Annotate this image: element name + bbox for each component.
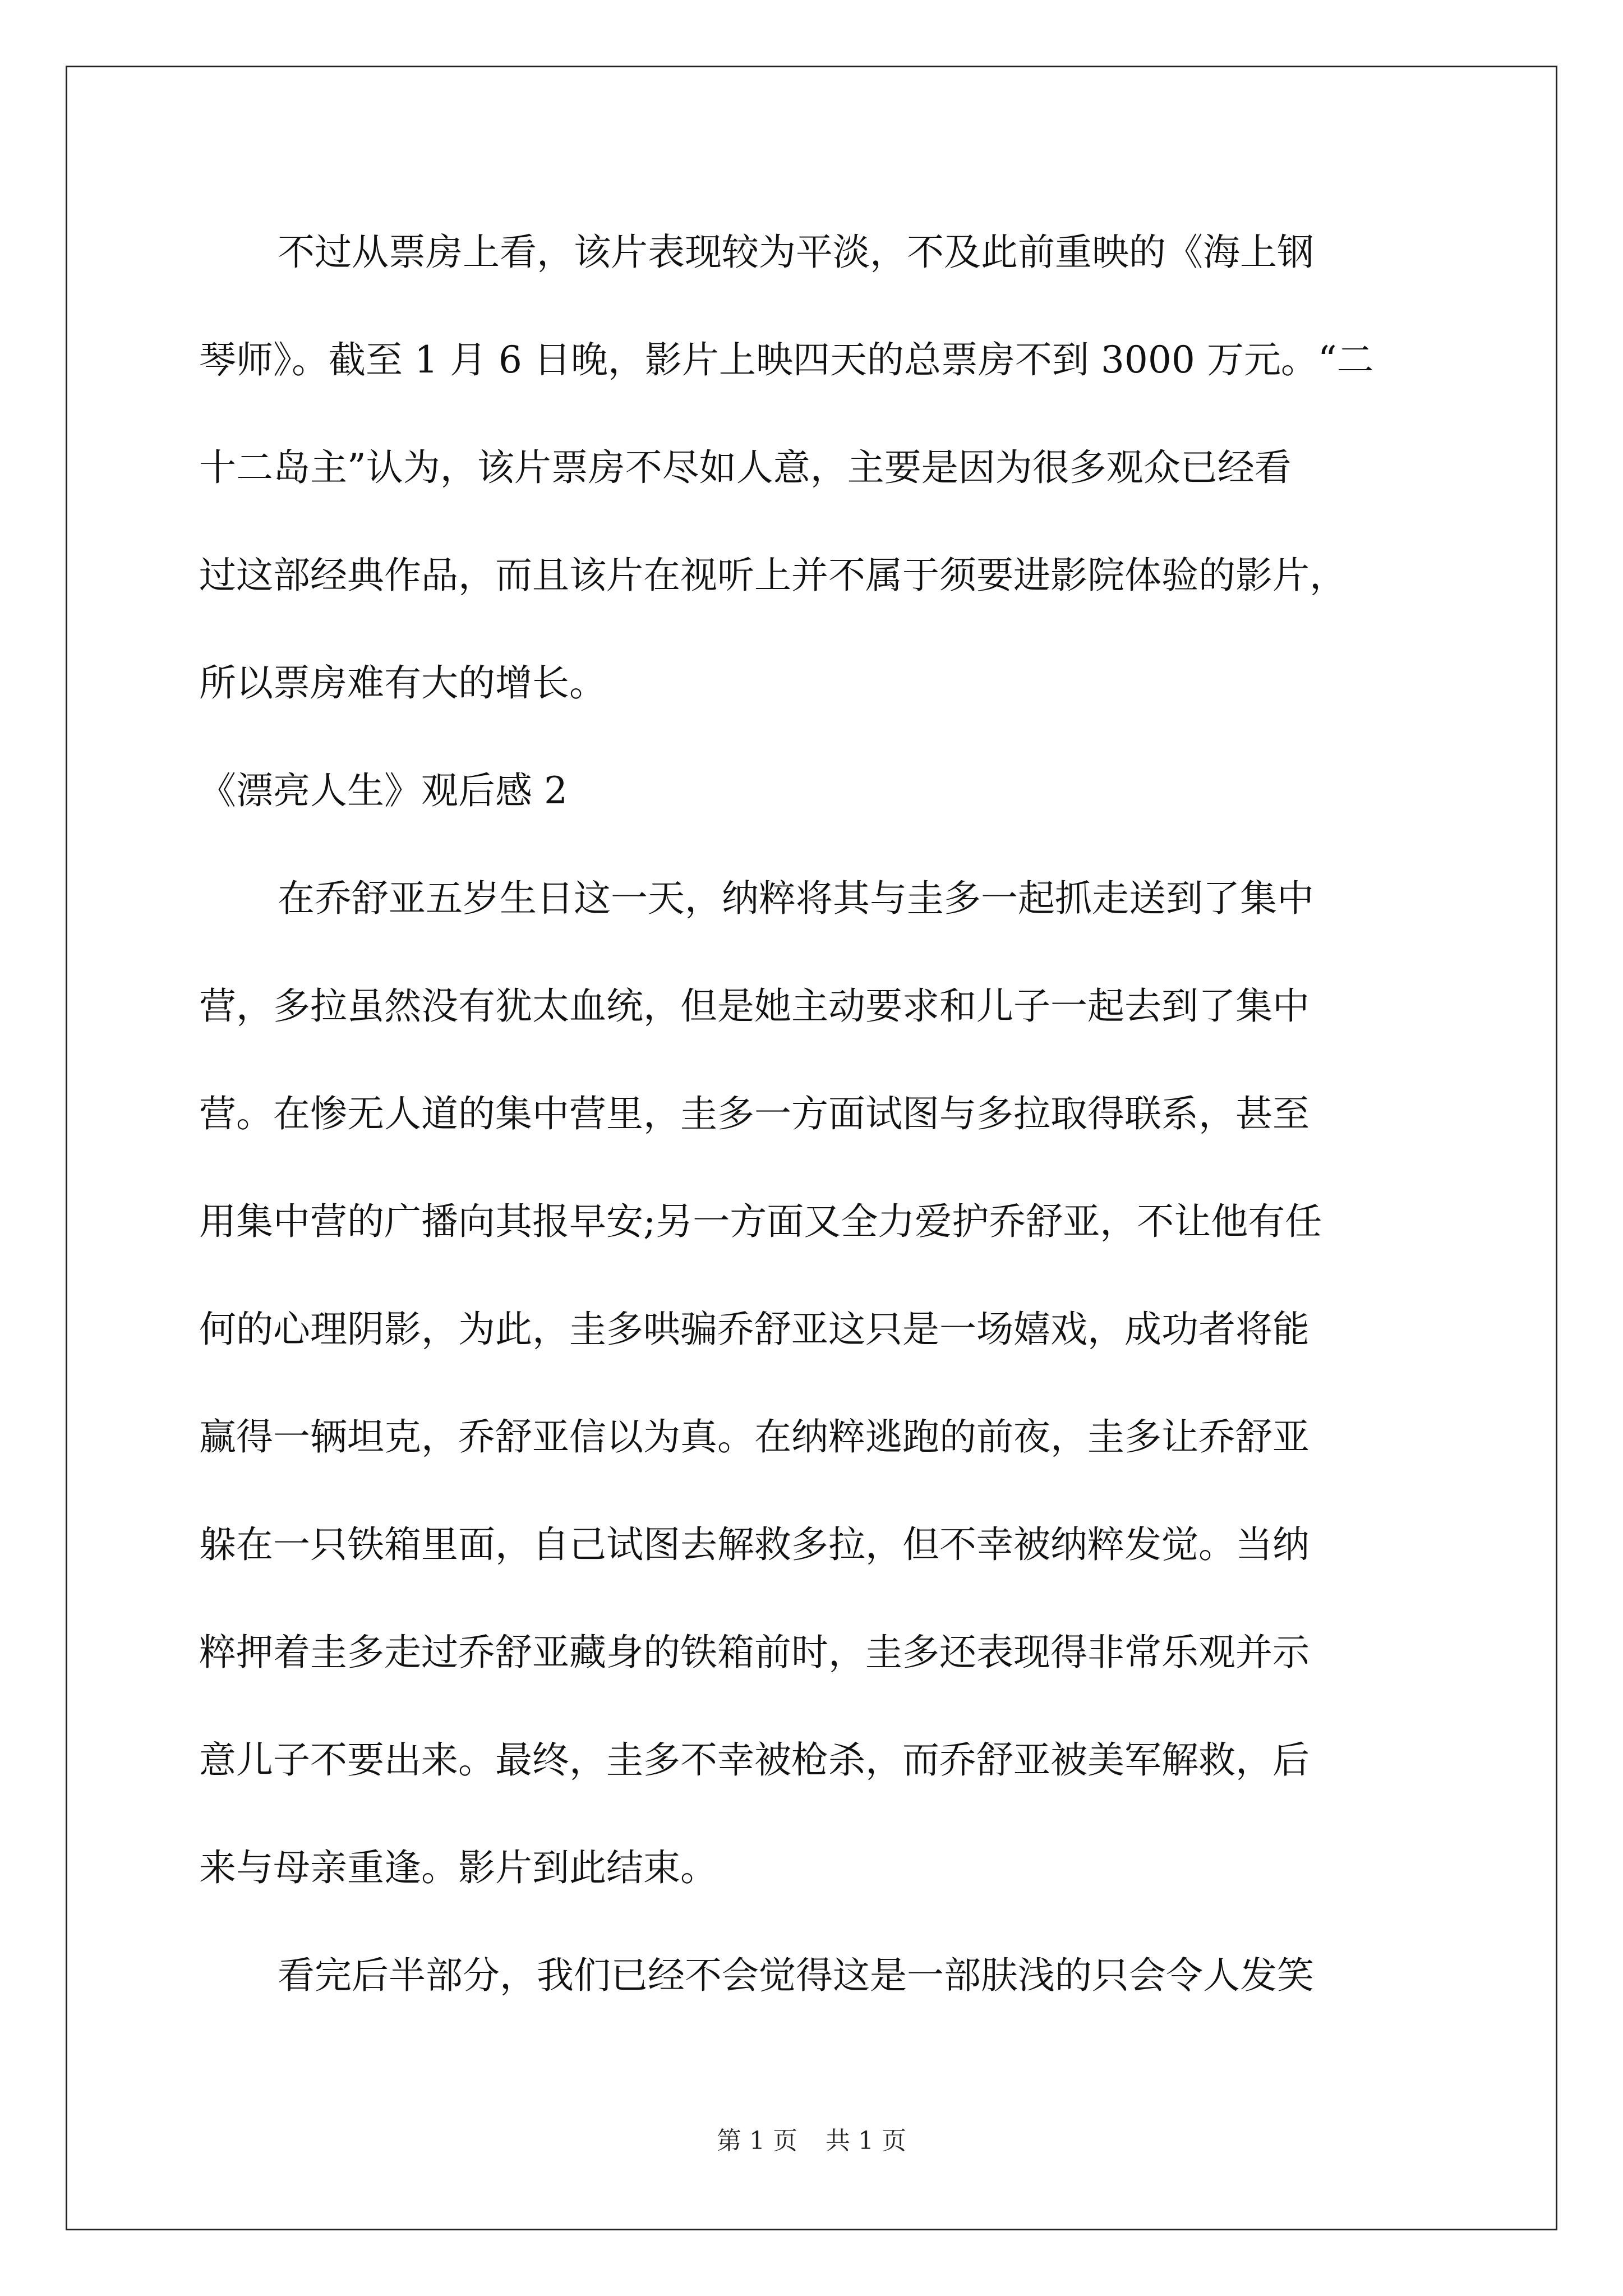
paragraph-line: 看完后半部分，我们已经不会觉得这是一部肤浅的只会令人发笑 <box>278 1954 1314 1997</box>
paragraph-line: 所以票房难有大的增长。 <box>199 661 606 705</box>
paragraph-line: 琴师》。截至 1 月 6 日晚，影片上映四天的总票房不到 3000 万元。“二 <box>199 338 1374 381</box>
page-total: 共 1 页 <box>826 2127 906 2155</box>
paragraph-line: 赢得一辆坦克，乔舒亚信以为真。在纳粹逃跑的前夜，圭多让乔舒亚 <box>199 1415 1310 1458</box>
document-body <box>199 210 1433 2041</box>
paragraph-line: 过这部经典作品，而且该片在视听上并不属于须要进影院体验的影片， <box>199 554 1347 597</box>
paragraph-line: 用集中营的广播向其报早安;另一方面又全力爱护乔舒亚，不让他有任 <box>199 1200 1322 1243</box>
paragraph-line: 何的心理阴影，为此，圭多哄骗乔舒亚这只是一场嬉戏，成功者将能 <box>199 1308 1310 1351</box>
page-footer <box>0 2120 1623 2156</box>
paragraph-line: 在乔舒亚五岁生日这一天，纳粹将其与圭多一起抓走送到了集中 <box>278 877 1314 920</box>
paragraph-line: 营。在惨无人道的集中营里，圭多一方面试图与多拉取得联系，甚至 <box>199 1092 1310 1135</box>
paragraph-line: 营，多拉虽然没有犹太血统，但是她主动要求和儿子一起去到了集中 <box>199 984 1310 1028</box>
paragraph-line: 意儿子不要出来。最终，圭多不幸被枪杀，而乔舒亚被美军解救，后 <box>199 1738 1310 1782</box>
paragraph-line: 粹押着圭多走过乔舒亚藏身的铁箱前时，圭多还表现得非常乐观并示 <box>199 1631 1310 1674</box>
paragraph-line: 躲在一只铁箱里面，自己试图去解救多拉，但不幸被纳粹发觉。当纳 <box>199 1523 1310 1566</box>
section-heading: 《漂亮人生》观后感 2 <box>199 769 568 812</box>
page-number: 第 1 页 <box>717 2127 797 2155</box>
paragraph-line: 来与母亲重逢。影片到此结束。 <box>199 1846 717 1889</box>
paragraph-line: 十二岛主”认为，该片票房不尽如人意，主要是因为很多观众已经看 <box>199 446 1292 489</box>
paragraph-line: 不过从票房上看，该片表现较为平淡，不及此前重映的《海上钢 <box>278 231 1314 274</box>
